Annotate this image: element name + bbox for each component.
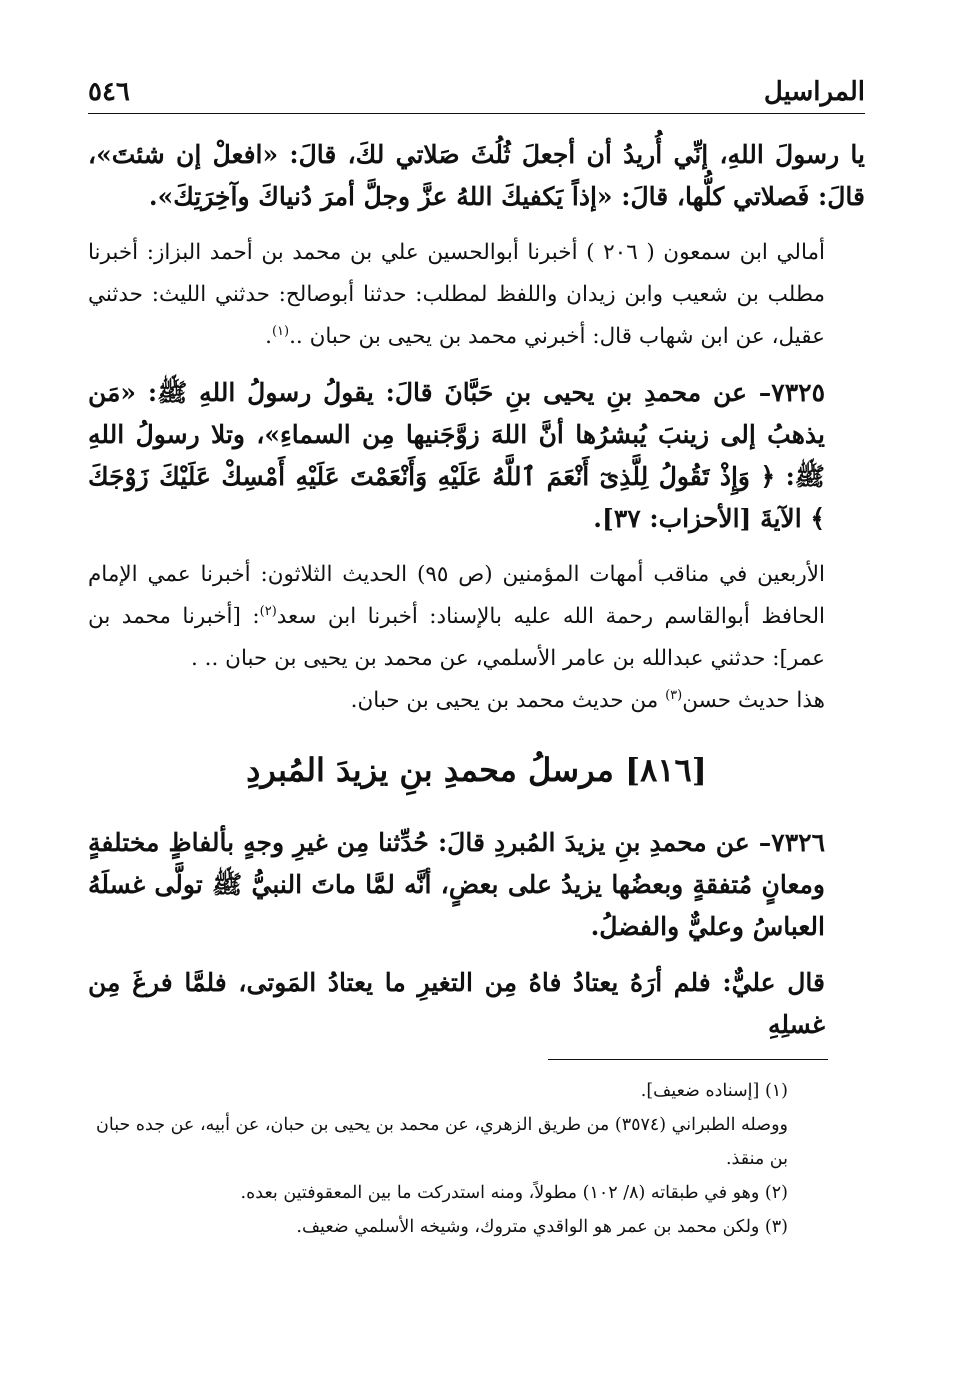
footnote-2: (٢) وهو في طبقاته (٨/ ١٠٢) مطولاً، ومنه استدركت ما بين المعقوفتين بعده. <box>240 1183 788 1203</box>
paragraph-hadith-continuation-2: قال عليٌّ: فلم أرَهُ يعتادُ فاهُ مِن التغيرِ ما يعتادُ المَوتى، فلمَّا فرغَ مِن غسلِهِ <box>88 968 825 1039</box>
paragraph-source-ibn-samoun: أمالي ابن سمعون ( ٢٠٦ ) أخبرنا أبوالحسين علي بن محمد بن أحمد البزاز: أخبرنا مطلب بن شعيب وابن زيدان واللفظ لمطلب: حدثنا أبوصالح: حدثني الليث: حدثني عقيل، عن ابن شهاب قال: أخبرني محمد بن يحيى بن حبان ..$^{(١)}$. <box>88 240 825 349</box>
grading-text-a: هذا حديث حسن <box>682 688 825 713</box>
footnote-ref-1: (١) <box>271 323 290 339</box>
page-number: ٥٤٦ <box>88 77 130 107</box>
page-header <box>88 74 865 114</box>
paragraph-grading <box>88 680 865 722</box>
footnote-ref-3: (٣) <box>665 687 683 703</box>
paragraph-hadith-7325: ٧٣٢٥– عن محمدِ بنِ يحيى بنِ حَبَّانَ قالَ: يقولُ رسولُ اللهِ ﷺ: «مَن يذهبُ إلى زينبَ يُبشرُها أنَّ اللهَ زوَّجَنيها مِن السماءِ»، وتلا رسولُ اللهِ ﷺ: ﴿ وَإِذْ تَقُولُ لِلَّذِىٓ أَنْعَمَ ٱللَّهُ عَلَيْهِ وَأَنْعَمْتَ عَلَيْهِ أَمْسِكْ عَلَيْكَ زَوْجَكَ ﴾ الآيةَ [الأحزاب: ٣٧]. <box>88 378 825 533</box>
footnote-3: (٣) ولكن محمد بن عمر هو الواقدي متروك، وشيخه الأسلمي ضعيف. <box>296 1217 788 1237</box>
running-title: المراسيل <box>763 77 865 107</box>
footnote-ref-2: (٢) <box>259 603 277 619</box>
paragraph-source-arbaeen <box>88 554 865 680</box>
footnote-1-continued: ووصله الطبراني (٣٥٧٤) من طريق الزهري، عن محمد بن يحيى بن حبان، عن أبيه، عن جده حبان بن منقذ. <box>96 1115 788 1169</box>
paragraph-hadith-continuation: يا رسولَ اللهِ، إنِّي أُريدُ أن أجعلَ ثُلُثَ صَلاتي لكَ، قالَ: «افعلْ إن شئتَ»، قالَ: فَصلاتي كلُّها، قالَ: «إذاً يَكفيكَ اللهُ عزَّ وجلَّ أمرَ دُنياكَ وآخِرَتِكَ». <box>88 140 865 211</box>
footnote-separator <box>548 1059 828 1060</box>
grading-text-b: من حديث محمد بن يحيى بن حبان. <box>350 688 666 713</box>
main-text <box>88 134 865 1046</box>
source-text: أمالي ابن سمعون ( ٢٠٦ ) أخبرنا أبوالحسين علي بن محمد بن أحمد البزاز: أخبرنا مطلب بن شعيب وابن زيدان واللفظ لمطلب: حدثنا أبوصالح: حدثني الليث: حدثني عقيل، عن ابن شهاب قال: أخبرني محمد بن يحيى بن حبان .. <box>88 240 825 349</box>
paragraph-hadith-7326: ٧٣٢٦– عن محمدِ بنِ يزيدَ المُبردِ قالَ: حُدِّثنا مِن غيرِ وجهٍ بألفاظٍ مختلفةٍ ومعانٍ مُتفقةٍ وبعضُها يزيدُ على بعضٍ، أنَّه لمَّا ماتَ النبيُّ ﷺ تولَّى غسلَهُ العباسُ وعليٌّ والفضلُ. <box>88 828 825 941</box>
section-heading: [٨١٦] مرسلُ محمدِ بنِ يزيدَ المُبردِ <box>246 751 707 789</box>
footnotes <box>88 1074 828 1244</box>
footnote-1: (١) [إسناده ضعيف]. <box>640 1081 788 1101</box>
source-text-a: الأربعين في مناقب أمهات المؤمنين (ص ٩٥) الحديث الثلاثون: أخبرنا عمي الإمام الحافظ أبوالقاسم رحمة الله عليه بالإسناد: أخبرنا ابن سعد <box>88 562 825 629</box>
source-text-b: : [أخبرنا محمد بن عمر]: حدثني عبدالله بن عامر الأسلمي، عن محمد بن يحيى بن حبان .. . <box>88 604 825 671</box>
